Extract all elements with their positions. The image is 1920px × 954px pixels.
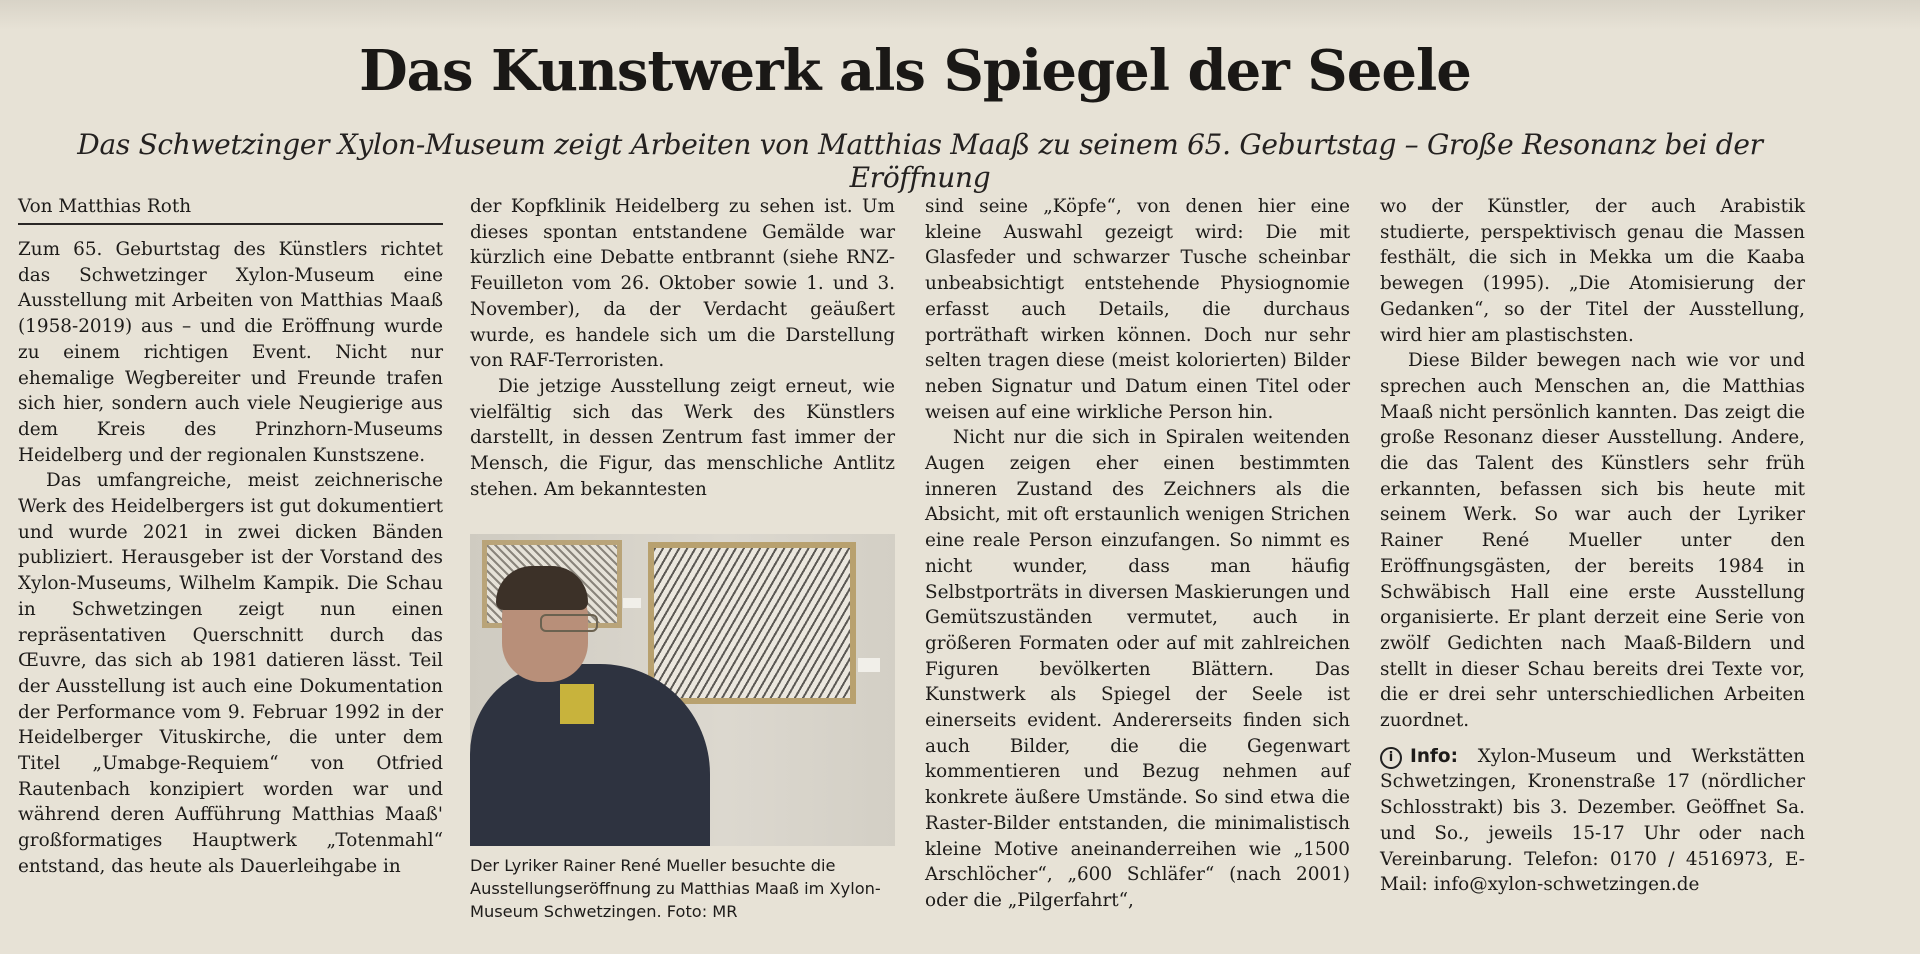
paper-edge	[0, 0, 1920, 30]
wall-label	[623, 598, 641, 608]
article-column-2	[470, 194, 895, 923]
article-column-1	[18, 194, 443, 880]
paragraph: Die jetzige Ausstellung zeigt erneut, wie vielfältig sich das Werk des Künstlers darstellt, in dessen Zentrum fast immer der Mensch, die Figur, das menschliche Antlitz stehen. Am bekanntesten	[470, 375, 895, 500]
info-text: Xylon-Museum und Werkstätten Schwetzingen, Kronenstraße 17 (nördlicher Schlosstrakt) bis 3. Dezember. Geöffnet Sa. und So., jeweils 15-17 Uhr oder nach Vereinbarung. Telefon: 0170 / 4516973, E-Mail: info@xylon-schwetzingen.de	[1380, 745, 1805, 896]
article-subheadline: Das Schwetzinger Xylon-Museum zeigt Arbeiten von Matthias Maaß zu seinem 65. Geburtstag – Große Resonanz bei der Eröffnung	[77, 128, 1763, 194]
paragraph: sind seine „Köpfe“, von denen hier eine kleine Auswahl gezeigt wird: Die mit Glasfeder und schwarzer Tusche scheinbar unbeabsichtigt entstehende Physiognomie erfasst auch Details, die durchaus porträthaft wirken können. Doch nur sehr selten tragen diese (meist kolorierten) Bilder neben Signatur und Datum einen Titel oder weisen auf eine wirkliche Person hin.	[925, 196, 1350, 423]
paragraph: Das umfangreiche, meist zeichnerische Werk des Heidelbergers ist gut dokumentiert und wurde 2021 in zwei dicken Bänden publiziert. Herausgeber ist der Vorstand des Xylon-Museums, Wilhelm Kampik. Die Schau in Schwetzingen zeigt nun einen repräsentativen Querschnitt durch das Œuvre, das sich ab 1981 datieren lässt. Teil der Ausstellung ist auch eine Dokumentation der Performance vom 9. Februar 1992 in der Heidelberger Vituskirche, die unter dem Titel „Umabge-Requiem“ von Otfried Rautenbach konzipiert worden war und während deren Aufführung Matthias Maaß' großformatiges Hauptwerk „Totenmahl“ entstand, das heute als Dauerleihgabe in	[18, 470, 443, 877]
info-box	[1380, 744, 1805, 898]
article-column-4	[1380, 194, 1805, 898]
paragraph: Nicht nur die sich in Spiralen weitenden Augen zeigen eher einen bestimmten inneren Zustand des Zeichners als die Absicht, mit oft erstaunlich wenigen Strichen eine reale Person einzufangen. So nimmt es nicht wunder, dass man häufig Selbstporträts in diversen Maskierungen und Gemütszuständen vermutet, auch in größeren Formaten oder auf mit zahlreichen Figuren bevölkerten Blättern. Das Kunstwerk als Spiegel der Seele ist einerseits evident. Andererseits finden sich auch Bilder, die die Gegenwart kommentieren und Bezug nehmen auf konkrete äußere Umstände. So sind etwa die Raster-Bilder entstanden, die minimalistisch kleine Motive aneinanderreihen wie „1500 Arschlöcher“, „600 Schläfer“ (nach 2001) oder die „Pilgerfahrt“,	[925, 427, 1350, 911]
byline: Von Matthias Roth	[18, 194, 443, 225]
info-icon: i	[1380, 747, 1402, 769]
framed-drawing-large	[648, 542, 856, 704]
paragraph: der Kopfklinik Heidelberg zu sehen ist. Um dieses spontan entstandene Gemälde war kürzlich eine Debatte entbrannt (siehe RNZ-Feuilleton vom 26. Oktober sowie 1. und 3. November), da der Verdacht geäußert wurde, es handele sich um die Darstellung von RAF-Terroristen.	[470, 196, 895, 372]
person-shirt	[560, 684, 594, 724]
info-label: Info:	[1410, 745, 1458, 767]
article-column-3	[925, 194, 1350, 914]
paragraph: wo der Künstler, der auch Arabistik studierte, perspektivisch genau die Massen festhält, die sich in Mekka um die Kaaba bewegen (1995). „Die Atomisierung der Gedanken“, so der Titel der Ausstellung, wird hier am plastischsten.	[1380, 196, 1805, 346]
photo-caption: Der Lyriker Rainer René Mueller besuchte die Ausstellungseröffnung zu Matthias Maaß im Xylon-Museum Schwetzingen. Foto: MR	[470, 856, 881, 922]
person-hair	[496, 566, 588, 610]
paragraph: Zum 65. Geburtstag des Künstlers richtet das Schwetzinger Xylon-Museum eine Ausstellung mit Arbeiten von Matthias Maaß (1958-2019) aus – und die Eröffnung wurde zu einem richtigen Event. Nicht nur ehemalige Wegbereiter und Freunde trafen sich hier, sondern auch viele Neugierige aus dem Kreis des Prinzhorn-Museums Heidelberg und der regionalen Kunstszene.	[18, 239, 443, 466]
article-photo	[470, 534, 895, 846]
glasses	[540, 614, 598, 632]
wall-label	[858, 658, 880, 672]
paragraph: Diese Bilder bewegen nach wie vor und sprechen auch Menschen an, die Matthias Maaß nicht persönlich kannten. Das zeigt die große Resonanz dieser Ausstellung. Andere, die das Talent des Künstlers sehr früh erkannten, befassen sich bis heute mit seinem Werk. So war auch der Lyriker Rainer René Mueller unter den Eröffnungsgästen, der bereits 1984 in Schwäbisch Hall eine erste Ausstellung organisierte. Er plant derzeit eine Serie von zwölf Gedichten nach Maaß-Bildern und stellt in dieser Schau bereits drei Texte vor, die er drei sehr unterschiedlichen Arbeiten zuordnet.	[1380, 350, 1805, 732]
article-headline: Das Kunstwerk als Spiegel der Seele	[359, 38, 1471, 104]
